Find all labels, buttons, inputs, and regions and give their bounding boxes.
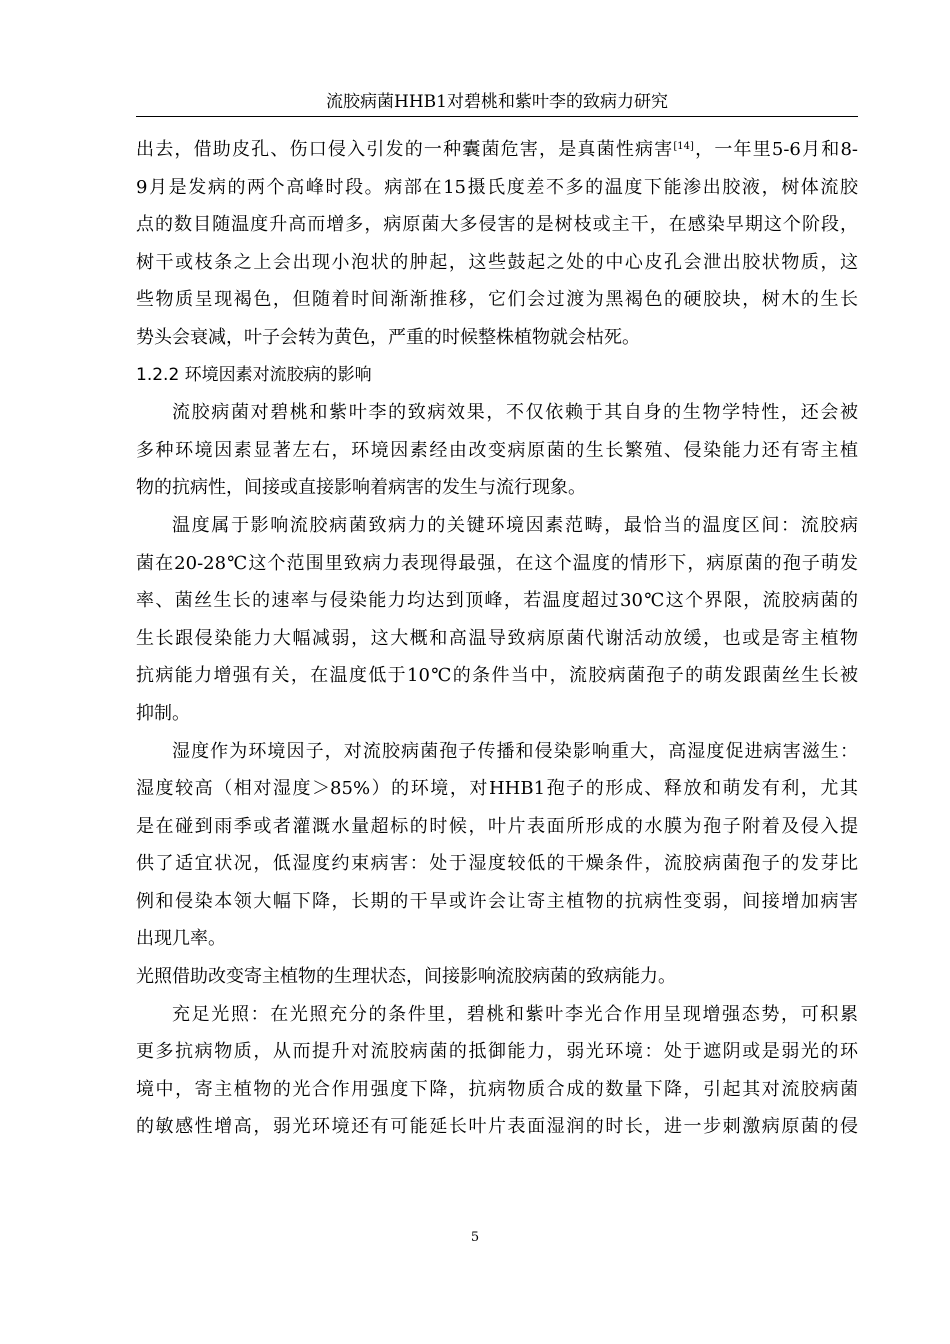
page-number: 5 bbox=[470, 1230, 480, 1245]
text-line: 势头会衰减，叶子会转为黄色，严重的时候整株植物就会枯死。 bbox=[136, 326, 640, 348]
text-line: 光照借助改变寄主植物的生理状态，间接影响流胶病菌的致病能力。 bbox=[136, 966, 676, 988]
text-line: 物的抗病性，间接或直接影响着病害的发生与流行现象。 bbox=[136, 477, 586, 499]
text-line: 多种环境因素显著左右，环境因素经由改变病原菌的生长繁殖、侵染能力还有寄主植 bbox=[136, 439, 858, 461]
text-line: 充足光照：在光照充分的条件里，碧桃和紫叶李光合作用呈现增强态势，可积累 bbox=[172, 1003, 858, 1025]
text-line: 境中，寄主植物的光合作用强度下降，抗病物质合成的数量下降，引起其对流胶病菌 bbox=[136, 1078, 858, 1100]
body-text bbox=[136, 131, 858, 1146]
text-line: 是在碰到雨季或者灌溉水量超标的时候，叶片表面所形成的水膜为孢子附着及侵入提 bbox=[136, 815, 858, 837]
text-line: 抑制。 bbox=[136, 702, 190, 724]
text-line: 温度属于影响流胶病菌致病力的关键环境因素范畴，最恰当的温度区间：流胶病 bbox=[172, 514, 858, 536]
text-line: 些物质呈现褐色，但随着时间渐渐推移，它们会过渡为黑褐色的硬胶块，树木的生长 bbox=[136, 289, 858, 311]
citation-ref: [14] bbox=[673, 141, 694, 152]
text-line: 供了适宜状况，低湿度约束病害：处于湿度较低的干燥条件，流胶病菌孢子的发芽比 bbox=[136, 853, 858, 875]
text-line: 点的数目随温度升高而增多，病原菌大多侵害的是树枝或主干，在感染早期这个阶段， bbox=[136, 214, 858, 236]
text-line: 菌在20-28℃这个范围里致病力表现得最强，在这个温度的情形下，病原菌的孢子萌发 bbox=[136, 552, 858, 574]
text-line: 湿度作为环境因子，对流胶病菌孢子传播和侵染影响重大，高湿度促进病害滋生： bbox=[172, 740, 858, 762]
section-heading: 1.2.2 环境因素对流胶病的影响 bbox=[136, 364, 372, 385]
text-line: 更多抗病物质，从而提升对流胶病菌的抵御能力，弱光环境：处于遮阴或是弱光的环 bbox=[136, 1041, 858, 1063]
text-line: 例和侵染本领大幅下降，长期的干旱或许会让寄主植物的抗病性变弱，间接增加病害 bbox=[136, 890, 858, 912]
text-line: 抗病能力增强有关，在温度低于10℃的条件当中，流胶病菌孢子的萌发跟菌丝生长被 bbox=[136, 665, 858, 687]
text-line: 湿度较高（相对湿度＞85%）的环境，对HHB1孢子的形成、释放和萌发有利，尤其 bbox=[136, 778, 858, 800]
running-header: 流胶病菌HHB1对碧桃和紫叶李的致病力研究 bbox=[326, 92, 668, 112]
text-line: 出现几率。 bbox=[136, 928, 226, 950]
text-line: 流胶病菌对碧桃和紫叶李的致病效果，不仅依赖于其自身的生物学特性，还会被 bbox=[172, 402, 858, 424]
text-line: 的敏感性增高，弱光环境还有可能延长叶片表面湿润的时长，进一步刺激病原菌的侵 bbox=[136, 1116, 858, 1138]
text-line: 9月是发病的两个高峰时段。病部在15摄氏度差不多的温度下能渗出胶液，树体流胶 bbox=[136, 176, 858, 198]
header-rule bbox=[136, 116, 858, 117]
text-line: 出去，借助皮孔、伤口侵入引发的一种囊菌危害，是真菌性病害[14]，一年里5-6月和8- bbox=[136, 139, 858, 160]
text-line: 率、菌丝生长的速率与侵染能力均达到顶峰，若温度超过30℃这个界限，流胶病菌的 bbox=[136, 590, 858, 612]
text-line: 生长跟侵染能力大幅减弱，这大概和高温导致病原菌代谢活动放缓，也或是寄主植物 bbox=[136, 627, 858, 649]
text-line: 树干或枝条之上会出现小泡状的肿起，这些鼓起之处的中心皮孔会泄出胶状物质，这 bbox=[136, 251, 858, 273]
